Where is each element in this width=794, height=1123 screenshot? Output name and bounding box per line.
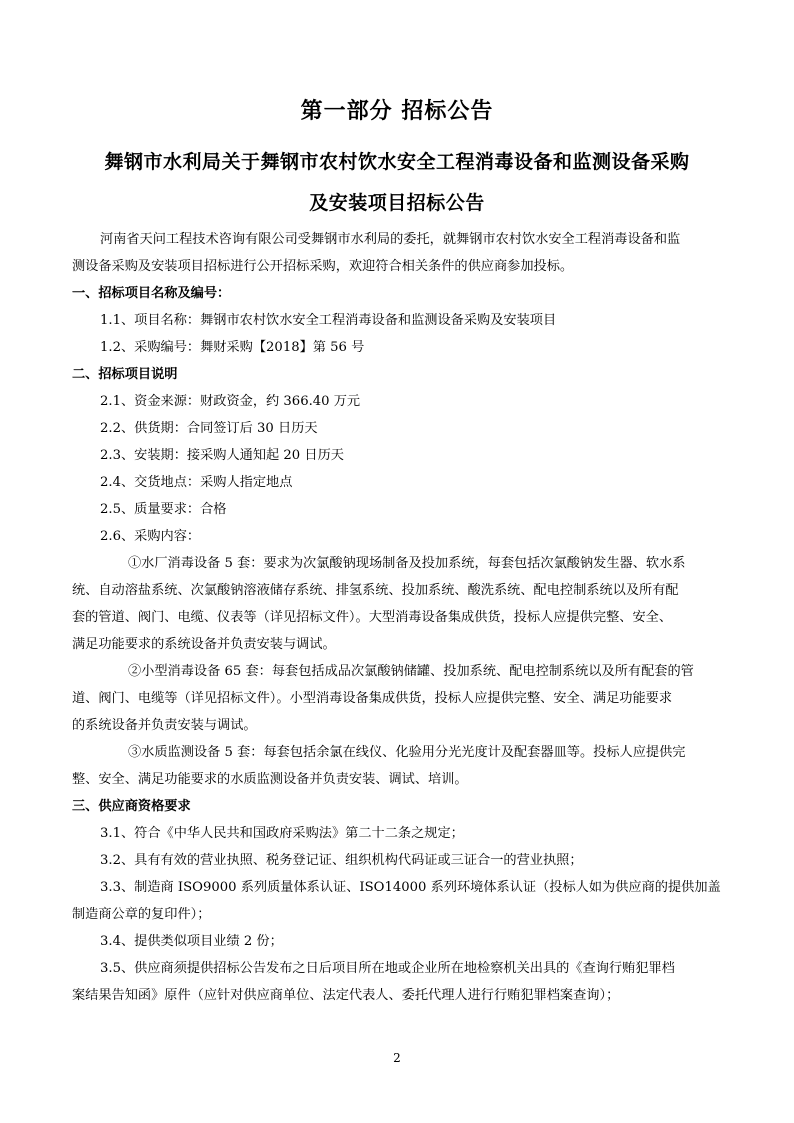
section-2-item: 2.5、质量要求：合格 [100, 502, 227, 517]
section-3-item: 3.2、具有有效的营业执照、税务登记证、组织机构代码证或三证合一的营业执照； [100, 853, 583, 868]
notice-title-line-1: 舞钢市水利局关于舞钢市农村饮水安全工程消毒设备和监测设备采购 [104, 151, 690, 173]
part-title: 第一部分 招标公告 [300, 98, 494, 124]
section-3-item: 3.4、提供类似项目业绩 2 份； [100, 934, 283, 949]
section-3-item: 3.3、制造商 ISO9000 系列质量体系认证、ISO14000 系列环境体系认证（投标人如为供应商的提供加盖 [100, 880, 721, 895]
section-2-heading: 二、招标项目说明 [72, 367, 178, 382]
section-1-item: 1.1、项目名称：舞钢市农村饮水安全工程消毒设备和监测设备采购及安装项目 [100, 313, 557, 328]
section-3-item: 3.1、符合《中华人民共和国政府采购法》第二十二条之规定； [100, 826, 464, 841]
notice-title-line-2: 及安装项目招标公告 [309, 192, 485, 214]
notice-body [72, 226, 724, 1009]
content-3-line: 整、安全、满足功能要求的水质监测设备并负责安装、调试、培训。 [72, 772, 468, 787]
intro-line: 测设备采购及安装项目招标进行公开招标采购，欢迎符合相关条件的供应商参加投标。 [72, 259, 574, 274]
section-1-item: 1.2、采购编号：舞财采购【2018】第 56 号 [100, 340, 365, 355]
section-2-item: 2.1、资金来源：财政资金，约 366.40 万元 [100, 394, 361, 409]
section-2-item: 2.4、交货地点：采购人指定地点 [100, 475, 293, 490]
section-2-item: 2.3、安装期：接采购人通知起 20 日历天 [100, 448, 344, 463]
content-1-line: 套的管道、阀门、电缆、仪表等（详见招标文件）。大型消毒设备集成供货，投标人应提供完整、安全、 [72, 610, 673, 625]
page-number: 2 [393, 1051, 401, 1065]
content-2-line: ②小型消毒设备 65 套：每套包括成品次氯酸钠储罐、投加系统、配电控制系统以及所有配套的管 [128, 664, 694, 679]
section-2-item: 2.6、采购内容： [100, 529, 201, 544]
section-1-heading: 一、招标项目名称及编号： [72, 286, 231, 301]
content-2-line: 的系统设备并负责安装与调试。 [72, 718, 257, 733]
content-1-line: 统、自动溶盐系统、次氯酸钠溶液储存系统、排氢系统、投加系统、酸洗系统、配电控制系统以及所有配 [72, 583, 679, 598]
section-3-item: 案结果告知函》原件（应针对供应商单位、法定代表人、委托代理人进行行贿犯罪档案查询）； [72, 988, 620, 1003]
content-1-line: ①水厂消毒设备 5 套：要求为次氯酸钠现场制备及投加系统，每套包括次氯酸钠发生器、软水系 [128, 556, 686, 571]
section-3-heading: 三、供应商资格要求 [72, 799, 191, 814]
section-3-item: 制造商公章的复印件）； [72, 907, 211, 922]
intro-line: 河南省天问工程技术咨询有限公司受舞钢市水利局的委托，就舞钢市农村饮水安全工程消毒设备和监 [100, 232, 681, 247]
section-3-item: 3.5、供应商须提供招标公告发布之日后项目所在地或企业所在地检察机关出具的《查询行贿犯罪档 [100, 961, 675, 976]
content-2-line: 道、阀门、电缆等（详见招标文件）。小型消毒设备集成供货，投标人应提供完整、安全、满足功能要求 [72, 691, 673, 706]
section-2-item: 2.2、供货期：合同签订后 30 日历天 [100, 421, 318, 436]
content-3-line: ③水质监测设备 5 套：每套包括余氯在线仪、化验用分光光度计及配套器皿等。投标人应提供完 [128, 745, 686, 760]
content-1-line: 满足功能要求的系统设备并负责安装与调试。 [72, 637, 336, 652]
